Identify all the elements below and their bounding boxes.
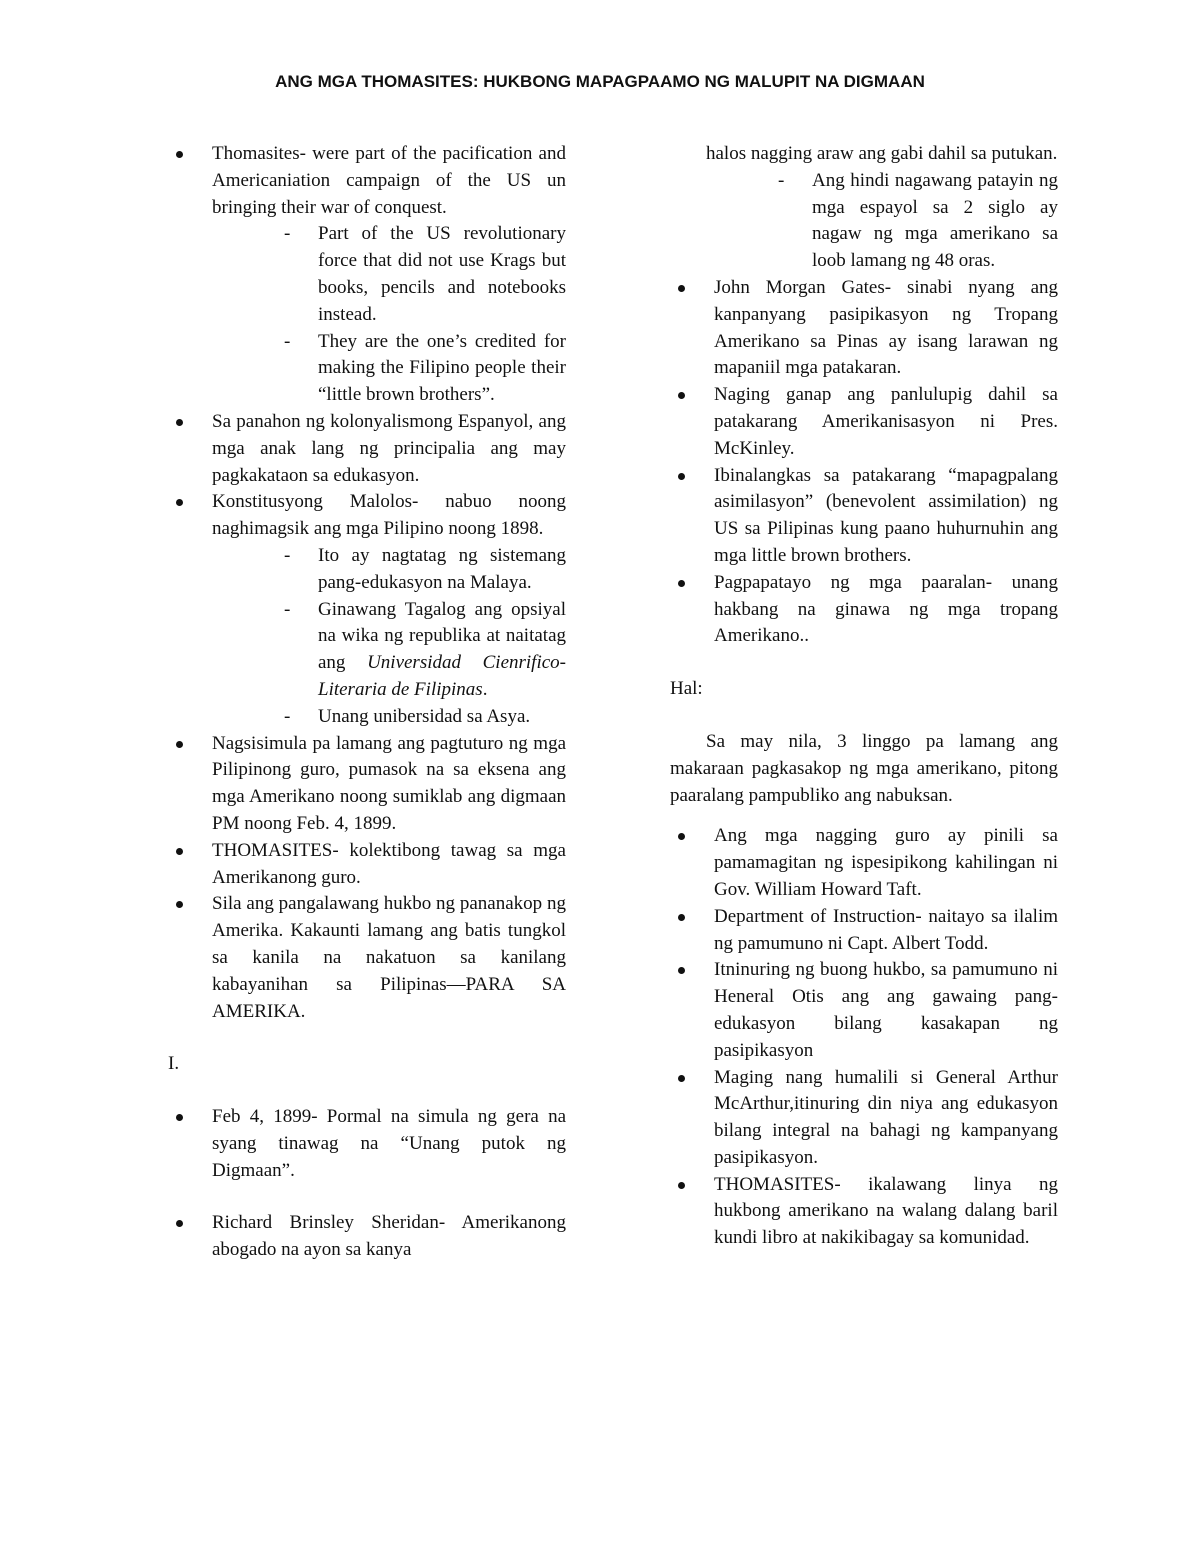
sub-list-item: - Ito ay nagtatag ng sistemang pang-edukasyon na Malaya. xyxy=(168,543,566,597)
list-item: Feb 4, 1899- Pormal na simula ng gera na syang tinawag na “Unang putok ng Digmaan”. xyxy=(168,1104,566,1184)
sub-item-text: Ginawang Tagalog ang opsiyal na wika ng republika at naitatag ang xyxy=(318,598,566,674)
spacer xyxy=(670,809,1058,823)
left-column xyxy=(168,141,566,1264)
spacer xyxy=(168,1025,566,1051)
sub-list-item: - Ang hindi nagawang patayin ng mga espayol sa 2 siglo ay nagaw ng mga amerikano sa loob lamang ng 48 oras. xyxy=(670,168,1058,275)
list-item: THOMASITES- kolektibong tawag sa mga Amerikanong guro. xyxy=(168,838,566,892)
list-item: Itninuring ng buong hukbo, sa pamumuno ni Heneral Otis ang ang gawaing pang-edukasyon bilang kasakapan ng pasipikasyon xyxy=(670,957,1058,1064)
sub-list-item: - They are the one’s credited for making the Filipino people their “little brown brothers”. xyxy=(168,329,566,409)
list-item: THOMASITES- ikalawang linya ng hukbong amerikano na walang dalang baril kundi libro at nakikibagay sa komunidad. xyxy=(670,1172,1058,1252)
list-item: Sila ang pangalawang hukbo ng pananakop ng Amerika. Kakaunti lamang ang batis tungkol sa kanila na nakatuon sa kanilang kabayanihan sa Pilipinas—PARA SA AMERIKA. xyxy=(168,891,566,1025)
list-item: Ang mga nagging guro ay pinili sa pamamagitan ng ispesipikong kahilingan ni Gov. William Howard Taft. xyxy=(670,823,1058,903)
sub-item-end: . xyxy=(482,678,488,700)
spacer xyxy=(670,703,1058,729)
list-item: Sa panahon ng kolonyalismong Espanyol, ang mga anak lang ng principalia ang may pagkakataon sa edukasyon. xyxy=(168,409,566,489)
example-label: Hal: xyxy=(670,678,703,700)
university-name: Universidad Cienrifico-Literaria de Filipinas xyxy=(318,652,566,700)
list-item: Konstitusyong Malolos- nabuo noong naghimagsik ang mga Pilipino noong 1898. xyxy=(168,489,566,543)
sub-list-item: - Unang unibersidad sa Asya. xyxy=(168,704,566,731)
sub-list-item xyxy=(168,597,566,704)
list-item: John Morgan Gates- sinabi nyang ang kanpanyang pasipikasyon ng Tropang Amerikano sa Pinas ay isang larawan ng mapaniil mga patakaran. xyxy=(670,275,1058,382)
list-item: Department of Instruction- naitayo sa ilalim ng pamumuno ni Capt. Albert Todd. xyxy=(670,904,1058,958)
spacer xyxy=(670,650,1058,676)
list-item: Ibinalangkas sa patakarang “mapagpalang asimilasyon” (benevolent assimilation) ng US sa Pilipinas kung paano huhurnuhin ang mga little brown brothers. xyxy=(670,463,1058,570)
spacer xyxy=(168,1184,566,1210)
example-paragraph: Sa may nila, 3 linggo pa lamang ang makaraan pagkasakop ng mga amerikano, pitong paaralang pampubliko ang nabuksan. xyxy=(670,730,1058,806)
right-column xyxy=(670,141,1058,1252)
list-item: Thomasites- were part of the pacification and Americaniation campaign of the US un bringing their war of conquest. xyxy=(168,141,566,221)
list-item: Pagpapatayo ng mga paaralan- unang hakbang na ginawa ng mga tropang Amerikano.. xyxy=(670,570,1058,650)
section-label: I. xyxy=(168,1053,180,1075)
continued-text: halos nagging araw ang gabi dahil sa putukan. xyxy=(706,143,1058,164)
list-item: Richard Brinsley Sheridan- Amerikanong abogado na ayon sa kanya xyxy=(168,1210,566,1264)
sub-list-item: - Part of the US revolutionary force that did not use Krags but books, pencils and notebooks instead. xyxy=(168,221,566,328)
list-item: Nagsisimula pa lamang ang pagtuturo ng mga Pilipinong guro, pumasok na sa eksena ang mga Amerikano noong sumiklab ang digmaan PM noong Feb. 4, 1899. xyxy=(168,731,566,838)
document-title: ANG MGA THOMASITES: HUKBONG MAPAGPAAMO NG MALUPIT NA DIGMAAN xyxy=(275,72,925,91)
list-item: Naging ganap ang panlulupig dahil sa patakarang Amerikanisasyon ni Pres. McKinley. xyxy=(670,382,1058,462)
list-item: Maging nang humalili si General Arthur McArthur,itinuring din niya ang edukasyon bilang integral na bahagi ng kampanyang pasipikasyon. xyxy=(670,1065,1058,1172)
spacer xyxy=(168,1078,566,1104)
